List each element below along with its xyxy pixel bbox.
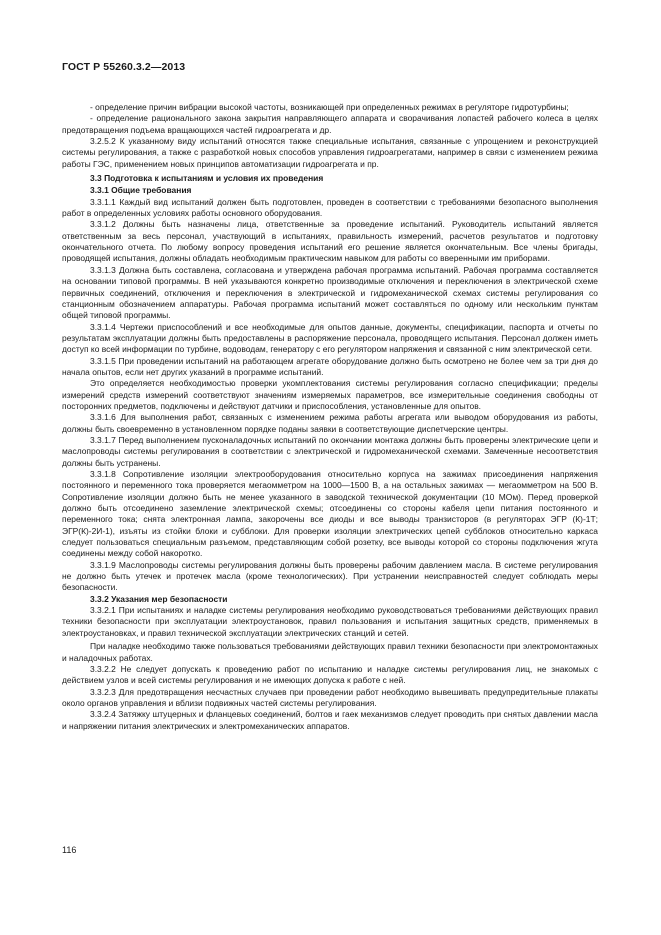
paragraph: 3.3.2.1 При испытаниях и наладке системы регулирования необходимо руководствоваться требованиями действующих правил техники безопасности при эксплуатации электроустановок, правил пользования и испытания защитных средств, применяемых в электроустановках, и правил технической эксплуатации электрических станций и сетей. [62,605,598,638]
paragraph: 3.3.1.9 Маслопроводы системы регулирования должны быть проверены рабочим давлением масла. В системе регулирования не должно быть утечек и протечек масла (кроме технологических). При устранении неисправностей следует соблюдать меры безопасности. [62,559,598,593]
paragraph: 3.3.1.8 Сопротивление изоляции электрооборудования относительно корпуса на зажимах присоединения напряжения постоянного и переменного тока проверяется мегаомметром на 1000—1500 В, а на остальных зажимах — мегаомметром на 500 В. Сопротивление изоляции должно быть не менее указанного в заводской технической документации (10 МОм). Перед проверкой должно быть отсоединено заземление электрической схемы; отсоединены со стороны кабеля цепи питания постоянного и переменного тока; снята электронная лампа, закорочены все диоды и все выводы транзисторов (в регуляторах ЭГР (К)-1Т; ЭГР(К)-2И-1), изъяты из стойки блоки и субблоки. Для проверки изоляции электрических цепей субблоков относительно каркаса следует пользоваться специальным разъемом, представляющим собой розетку, все выводы которой со стороны подключения жгута соединены между собой накоротко. [62,469,598,559]
subsection-heading: 3.3.2 Указания мер безопасности [90,593,228,604]
section-heading: 3.3 Подготовка к испытаниям и условия их проведения [90,173,324,184]
paragraph: Это определяется необходимостью проверки укомплектования системы регулирования согласно спецификации; пределы измерений средств измерений соответствуют значениям измеряемых параметров, все измерительные соединения свободны от посторонних предметов, подключены и действуют датчики и приспособления, установленные для опытов. [62,378,598,411]
paragraph: 3.3.1.1 Каждый вид испытаний должен быть подготовлен, проведен в соответствии с требованиями безопасного выполнения работ в определенных условиях работы основного оборудования. [62,196,598,219]
paragraph: - определение рационального закона закрытия направляющего аппарата и сворачивания лопастей рабочего колеса в целях предотвращения подъема вращающихся частей гидроагрегата и др. [62,113,598,135]
paragraph: 3.3.2.4 Затяжку штуцерных и фланцевых соединений, болтов и гаек механизмов следует проводить при снятых давлении масла и напряжении питания электрических и электромеханических аппаратов. [62,709,598,731]
document-body [62,102,598,732]
paragraph: 3.3.1.4 Чертежи приспособлений и все необходимые для опытов данные, документы, спецификации, паспорта и отчеты по результатам эксплуатации должны быть предоставлены в распоряжение персонала, проводящего испытания. Персонал должен иметь доступ ко всей информации по турбине, водоводам, генератору с его регулятором напряжения и связанной с ним электрической сети. [62,321,598,355]
paragraph: 3.3.1.3 Должна быть составлена, согласована и утверждена рабочая программа испытаний. Рабочая программа составляется на основании типовой программы. В ней указываются конкретно производимые отключения и переключения в электрической схеме первичных соединений, отключения и переключения в электрической и гидромеханической схемах системы регулирования со станционным обозначением аппаратуры. Рабочая программа испытаний может составляться по одному или нескольким пунктам общей типовой программы. [62,264,598,321]
paragraph: 3.2.5.2 К указанному виду испытаний относятся также специальные испытания, связанные с упрощением и реконструкцией системы регулирования, а также с разработкой новых способов управления гидроагрегатами, например в связи с изменением режима работы ГЭС, применением новых принципов автоматизации гидроагрегата и пр. [62,136,598,169]
page-number: 116 [62,845,77,855]
document-header: ГОСТ Р 55260.3.2—2013 [62,61,186,73]
paragraph: 3.3.1.5 При проведении испытаний на работающем агрегате оборудование должно быть осмотрено не более чем за три дня до начала опытов, если нет других указаний в программе испытаний. [62,355,598,377]
paragraph: - определение причин вибрации высокой частоты, возникающей при определенных режимах в регуляторе гидротурбины; [90,102,569,112]
paragraph: 3.3.2.3 Для предотвращения несчастных случаев при проведении работ необходимо вывешивать предупредительные плакаты около органов управления и вблизи подвижных частей системы регулирования. [62,686,598,708]
paragraph: 3.3.2.2 Не следует допускать к проведению работ по испытанию и наладке системы регулирования лиц, не знакомых с действием узлов и всей системы регулирования и не имеющих допуска к работе с ней. [62,663,598,686]
paragraph: При наладке необходимо также пользоваться требованиями действующих правил техники безопасности при электромонтажных и наладочных работах. [62,641,598,663]
paragraph: 3.3.1.6 Для выполнения работ, связанных с изменением режима работы агрегата или выводом оборудования из работы, должны быть своевременно в установленном порядке поданы заявки в соответствующие диспетчерские центры. [62,412,598,434]
paragraph: 3.3.1.2 Должны быть назначены лица, ответственные за проведение испытаний. Руководитель испытаний является ответственным за весь персонал, участвующий в испытаниях, правильность измерений, расчетов результатов и подготовку окончательного отчета. По любому вопросу проведения испытаний его решение является окончательным. Все члены бригады, проводящей испытания, должны обладать необходимым практическим навыком для работы со вверенными им приборами. [62,219,598,264]
subsection-heading: 3.3.1 Общие требования [90,185,192,196]
paragraph: 3.3.1.7 Перед выполнением пусконаладочных испытаний по окончании монтажа должны быть проверены электрические цепи и маслопроводы системы регулирования в соответствии с электрической и гидромеханической схемами. Замеченные несоответствия должны быть устранены. [62,434,598,468]
